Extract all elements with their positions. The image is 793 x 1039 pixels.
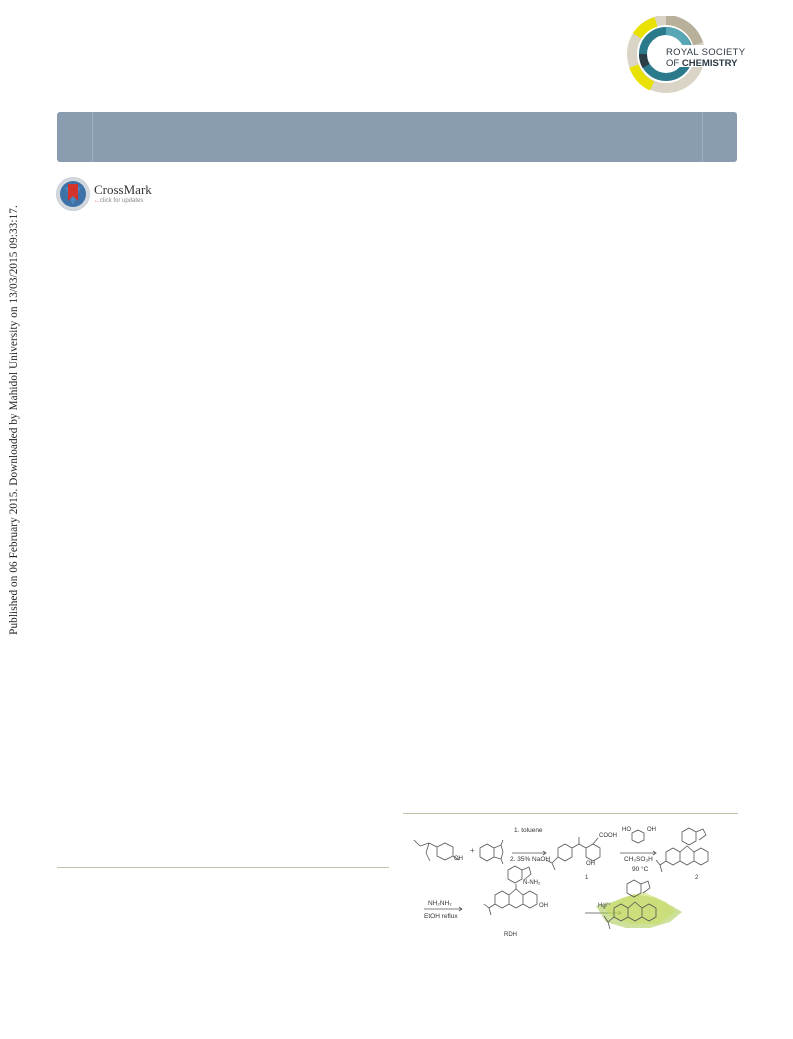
scheme-label-oh: OH <box>586 861 595 867</box>
plus-sign: + <box>470 846 475 855</box>
resorcinol-structure <box>632 830 644 843</box>
publication-side-note <box>0 0 28 1039</box>
rdh-structure <box>484 866 537 915</box>
banner-divider <box>702 112 703 162</box>
logo-line-2-prefix: OF <box>666 58 682 69</box>
rsc-logo-text <box>666 47 745 69</box>
scheme-label-ho: HO <box>622 827 631 833</box>
crossmark-icon <box>56 177 90 211</box>
scheme-compound-1: 1 <box>585 875 589 881</box>
reaction-scheme-drawing <box>400 818 740 958</box>
logo-line-2-bold: CHEMISTRY <box>681 58 738 69</box>
arrow-left-icon: ← <box>94 198 100 204</box>
scheme-label-oh: OH <box>454 856 463 862</box>
scheme-label-cooh: COOH <box>599 833 617 839</box>
scheme-step3-line1: NH₂NH₂ <box>428 900 452 907</box>
reaction-scheme <box>400 818 740 958</box>
crossmark-title: CrossMark <box>94 182 152 197</box>
compound-2-structure <box>656 828 708 872</box>
scheme-top-rule <box>403 813 738 814</box>
logo-line-2 <box>666 58 745 69</box>
scheme-label-oh: OH <box>647 827 656 833</box>
crossmark-subtitle <box>94 198 143 204</box>
scheme-step3-line2: EtOH reflux <box>424 913 458 920</box>
scheme-step2-line2: 90 °C <box>632 866 649 873</box>
scheme-compound-rdh: RDH <box>504 932 517 938</box>
scheme-label-hg: Hg²⁺ <box>598 903 611 909</box>
scheme-step1-line1: 1. toluene <box>514 827 543 834</box>
crossmark-button[interactable] <box>56 177 166 213</box>
logo-line-1: ROYAL SOCIETY <box>666 47 746 58</box>
footnote-rule <box>57 867 389 868</box>
scheme-label-nh2: N-NH₂ <box>523 880 541 886</box>
rsc-logo[interactable] <box>626 16 746 96</box>
side-note-text: Published on 06 February 2015. Downloaded by Mahidol University on 13/03/2015 09:33:17. <box>8 205 20 635</box>
scheme-compound-2: 2 <box>695 875 699 881</box>
diethylaminophenol-structure <box>414 840 459 861</box>
journal-banner <box>57 112 737 162</box>
crossmark-subtitle-text: click for updates <box>100 198 144 204</box>
banner-divider <box>92 112 93 162</box>
scheme-label-oh: OH <box>539 903 548 909</box>
phthalic-anhydride-structure <box>480 840 503 864</box>
scheme-step2-line1: CH₃SO₃H <box>624 856 653 863</box>
scheme-step1-line2: 2. 35% NaOH <box>510 856 551 863</box>
